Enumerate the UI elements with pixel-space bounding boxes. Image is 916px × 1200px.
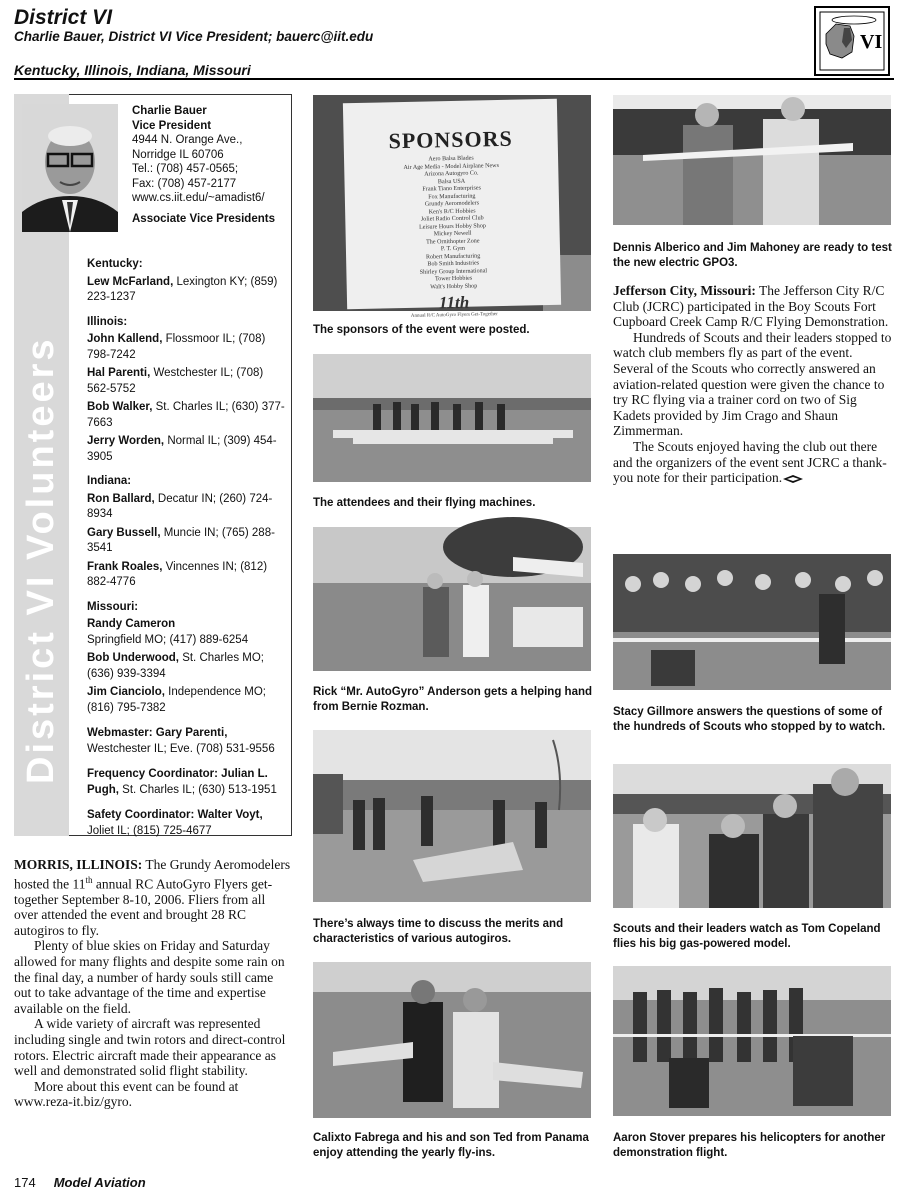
vp-address-line2: Norridge IL 60706 [132,148,224,161]
states-line: Kentucky, Illinois, Indiana, Missouri [14,62,251,78]
photo-anderson [313,527,591,671]
caption-gpo3: Dennis Alberico and Jim Mahoney are ready to test the new electric GPO3. [613,242,892,269]
caption-anderson: Rick “Mr. AutoGyro” Anderson gets a helping hand from Bernie Rozman. [313,686,593,713]
list-item: Frank Roales, Vincennes IN; (812) 882-4776 [87,560,268,588]
district-map-icon [816,8,888,74]
group-heading-indiana: Indiana: [87,475,132,487]
list-item: John Kallend, Flossmoor IL; (708) 798-7242 [87,333,266,361]
caption-attendees: The attendees and their flying machines. [313,497,536,509]
vp-portrait [22,104,118,232]
ama-end-mark-icon [782,474,804,484]
list-item: Lew McFarland, Lexington KY; (859) 223-1237 [87,275,278,303]
list-item: Bob Walker, St. Charles IL; (630) 377-7663 [87,401,285,429]
sponsor-item: The Ornithopter Zone [425,237,480,246]
sponsor-item: Leisure Hours Hobby Shop [418,222,486,231]
vp-contact [132,104,288,226]
magazine-name: Model Aviation [53,1175,146,1190]
photo-gillmore [613,554,891,690]
photo-discussion [313,730,591,902]
sponsor-item: Ken's R/C Hobbies [428,208,476,215]
volunteer-roster [87,248,287,839]
photo-scouts [613,764,891,908]
sponsor-item: Walt's Hobby Shop [430,282,478,290]
page-number: 174 [14,1175,36,1190]
sponsor-item: Balsa USA [437,178,466,185]
list-item: Randy Cameron Springfield MO; (417) 889-6254 [87,618,249,646]
webmaster-entry: Webmaster: Gary Parenti, Westchester IL; Eve. (708) 531-9556 [87,727,275,755]
sponsor-item: Bob Smith Industries [427,260,480,268]
caption-scouts: Scouts and their leaders watch as Tom Copeland flies his big gas-powered model. [613,923,881,950]
photo-sponsors-sign [313,95,591,319]
caption-fabrega: Calixto Fabrega and his and son Ted from Panama enjoy attending the yearly fly-ins. [313,1132,589,1159]
district-logo [814,6,890,76]
page-footer [14,1175,146,1190]
vp-role: Vice President [132,119,212,132]
frequency-coordinator-entry: Frequency Coordinator: Julian L. Pugh, St. Charles IL; (630) 513-1951 [87,768,277,796]
article-jefferson: Jefferson City, Missouri: The Jefferson City R/C Club (JCRC) participated in the Boy Scouts Fort Cupboard Creek Camp R/C Flying Demonstration. Hundreds of Scouts and their leaders stopped to watch club members fly as part of the event. Several of the Scouts who correctly answered an aviation-related question were given the chance to try RC flying via a trainer cord on two of Sig Kadets provided by Jim Crago and Shaun Zimmerman. The Scouts enjoyed having the club out there and the organizers of the event sent JCRC a thank-you note for their participation. [613,283,892,486]
sponsor-item: Grundy Aeromodelers [424,200,480,208]
caption-discussion: There’s always time to discuss the merits and characteristics of various autogiros. [313,918,564,945]
sponsor-item: Arizona Autogyro Co. [424,170,479,178]
sponsor-item: Fox Manufacturing [428,193,476,200]
volunteers-vertical-title: District VI Volunteers [20,336,62,784]
caption-gillmore: Stacy Gillmore answers the questions of some of the hundreds of Scouts who stopped by to watch. [613,706,886,733]
group-heading-kentucky: Kentucky: [87,258,143,270]
sponsor-item: Shirley Group International [419,267,488,276]
article-morris: MORRIS, ILLINOIS: The Grundy Aeromodelers hosted the 11th annual RC AutoGyro Flyers get-together September 8-10, 2006. Fliers from all over attended the event and brought 28 RC autogiros to fly. Plenty of blue skies on Friday and Saturday allowed for many flights and despite some rain on the final day, a number of hardy souls still came out to take advantage of the time and expertise available on the field. A wide variety of aircraft was represented including single and twin rotors and direct-control rotors. Electric aircraft made their appearance as well and demonstrated solid flight stability. More about this event can be found at www.reza-it.biz/gyro. [14,857,291,1110]
list-item: Jim Cianciolo, Independence MO; (816) 795-7382 [87,686,266,714]
sponsors-sign: SPONSORS Aero Balsa Blades Air Age Media - Model Airplane News Arizona Autogyro Co. Balsa USA Frank Tiano Enterprises Fox Manufacturing Grundy Aeromodelers Ken's R/C Hobbies Joliet Radio Control Club Leisure Hours Hobby Shop Mickey Newell The Ornithopter Zone P. T. Gym Robert Manufacturing Bob Smith Industries Shirley Group International Tower Hobbies Walt's Hobby Shop 11th Annual R/C AutoGyro Flyers Get-Together [343,99,561,309]
sponsor-item: Aero Balsa Blades [428,155,474,163]
caption-sponsors: The sponsors of the event were posted. [313,324,530,336]
assoc-vp-heading: Associate Vice Presidents [132,212,275,225]
sponsor-item: Robert Manufacturing [425,252,481,261]
photo-stover [613,966,891,1116]
list-item: Gary Bussell, Muncie IN; (765) 288-3541 [87,526,275,554]
vp-address-line1: 4944 N. Orange Ave., [132,134,243,146]
section-title: District VI [14,6,113,29]
header-rule [14,78,894,80]
vp-fax: Fax: (708) 457-2177 [132,177,237,190]
list-item: Ron Ballard, Decatur IN; (260) 724-8934 [87,492,273,520]
sponsor-item: P. T. Gym [440,245,466,253]
safety-coordinator-entry: Safety Coordinator: Walter Voyt, Joliet IL; (815) 725-4677 [87,809,263,837]
section-subtitle: Charlie Bauer, District VI Vice President; bauerc@iit.edu [14,29,374,44]
sponsor-item: Air Age Media - Model Airplane News [403,162,499,171]
list-item: Jerry Worden, Normal IL; (309) 454-3905 [87,435,277,463]
sponsor-item: Joliet Radio Control Club [420,215,484,223]
sponsor-list [344,154,561,293]
logo-text: VI [860,31,883,53]
vp-website-link[interactable]: www.cs.iit.edu/~amadist6/ [132,192,265,204]
caption-stover: Aaron Stover prepares his helicopters for another demonstration flight. [613,1132,886,1159]
list-item: Bob Underwood, St. Charles MO; (636) 939-3394 [87,652,264,680]
photo-gpo3 [613,95,891,225]
vp-tel: Tel.: (708) 457-0565; [132,163,239,175]
group-heading-illinois: Illinois: [87,315,128,328]
photo-fabrega [313,962,591,1118]
sponsor-item: Tower Hobbies [434,275,473,283]
sponsor-item: Frank Tiano Enterprises [422,185,482,193]
sponsor-item: Mickey Newell [433,230,472,238]
photo-attendees [313,354,591,482]
list-item: Hal Parenti, Westchester IL; (708) 562-5752 [87,367,264,395]
group-heading-missouri: Missouri: [87,600,139,613]
vp-name: Charlie Bauer [132,105,207,117]
